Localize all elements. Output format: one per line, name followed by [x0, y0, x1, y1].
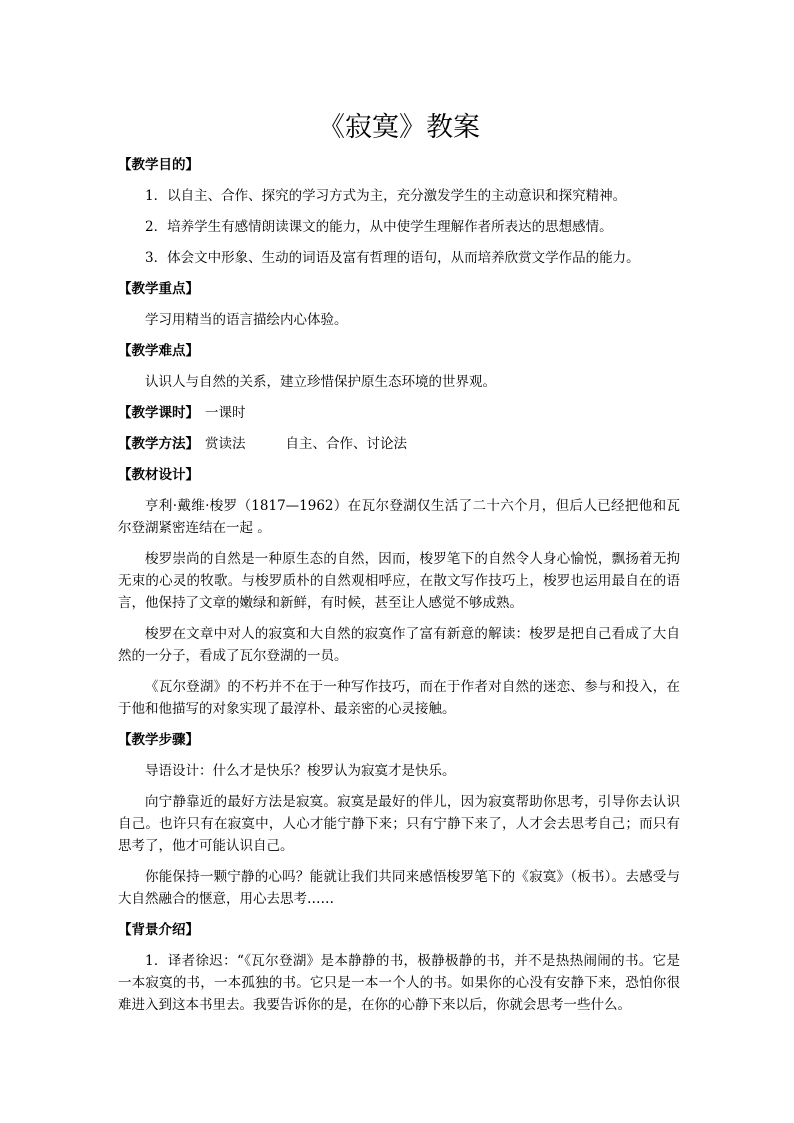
heading-goals: 【教学目的】	[118, 157, 199, 173]
goal-item-2: 2．培养学生有感情朗读课文的能力，从中使学生理解作者所表达的思想感情。	[145, 219, 613, 235]
design-paragraph-4: 《瓦尔登湖》的不朽并不在于一种写作技巧，而在于作者对自然的迷恋、参与和投入，在于他和他描写的对象实现了最淳朴、最亲密的心灵接触。	[118, 679, 680, 717]
heading-design: 【教材设计】	[118, 467, 199, 483]
design-paragraph-3: 梭罗在文章中对人的寂寞和大自然的寂寞作了富有新意的解读：梭罗是把自己看成了大自然的一分子，看成了瓦尔登湖的一员。	[118, 626, 680, 664]
heading-methods: 【教学方法】	[118, 436, 199, 452]
goal-item-3: 3．体会文中形象、生动的词语及富有哲理的语句，从而培养欣赏文学作品的能力。	[145, 250, 640, 266]
steps-paragraph-3: 你能保持一颗宁静的心吗？能就让我们共同来感悟梭罗笔下的《寂寞》（板书）。去感受与大自然融合的惬意，用心去思考……	[118, 869, 680, 907]
background-paragraph-1: 1．译者徐迟：“《瓦尔登湖》是本静静的书，极静极静的书，并不是热热闹闹的书。它是一本寂寞的书，一本孤独的书。它只是一本一个人的书。如果你的心没有安静下来，恐怕你很难进入到这本书里去。我要告诉你的是，在你的心静下来以后，你就会思考一些什么。	[118, 953, 680, 1013]
design-paragraph-2: 梭罗崇尚的自然是一种原生态的自然，因而，梭罗笔下的自然令人身心愉悦，飘扬着无拘无束的心灵的牧歌。与梭罗质朴的自然观相呼应，在散文写作技巧上，梭罗也运用最自在的语言，他保持了文章的嫩绿和新鲜，有时候，甚至让人感觉不够成熟。	[118, 551, 680, 611]
difficulty-text: 认识人与自然的关系，建立珍惜保护原生态环境的世界观。	[145, 374, 496, 390]
goal-item-1: 1．以自主、合作、探究的学习方式为主，充分激发学生的主动意识和探究精神。	[145, 188, 627, 204]
heading-difficulty: 【教学难点】	[118, 343, 199, 359]
methods-value-2: 自主、合作、讨论法	[285, 436, 407, 452]
document-page	[118, 108, 680, 1025]
steps-paragraph-1: 导语设计：什么才是快乐？梭罗认为寂寞才是快乐。	[145, 763, 456, 779]
hours-line	[118, 402, 680, 424]
design-paragraph-1: 亨利·戴维·梭罗（1817—1962）在瓦尔登湖仅生活了二十六个月，但后人已经把他和瓦尔登湖紧密连结在一起 。	[118, 498, 680, 536]
methods-value-1: 赏读法	[205, 436, 246, 452]
heading-hours: 【教学课时】	[118, 405, 199, 421]
heading-background: 【背景介绍】	[118, 922, 199, 938]
hours-value: 一课时	[205, 405, 246, 421]
document-title: 《寂寞》教案	[318, 112, 480, 143]
steps-paragraph-2: 向宁静靠近的最好方法是寂寞。寂寞是最好的伴儿，因为寂寞帮助你思考，引导你去认识自己。也许只有在寂寞中，人心才能宁静下来；只有宁静下来了，人才会去思考自己；而只有思考了，他才可能认识自己。	[118, 794, 680, 854]
focus-text: 学习用精当的语言描绘内心体验。	[145, 312, 348, 328]
heading-focus: 【教学重点】	[118, 281, 199, 297]
heading-steps: 【教学步骤】	[118, 732, 199, 748]
methods-line	[118, 433, 680, 455]
